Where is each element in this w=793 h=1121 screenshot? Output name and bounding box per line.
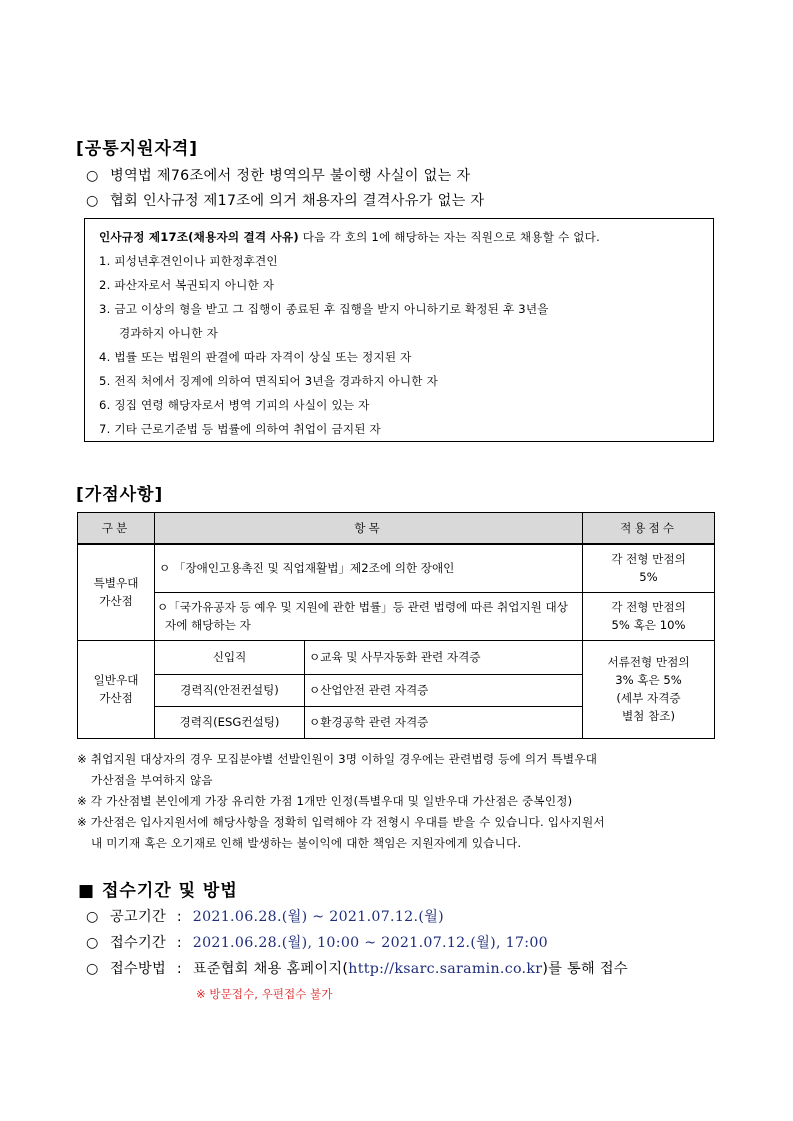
general-type: 경력직(안전컨설팅) <box>155 674 305 706</box>
special-item: ㅇ「국가유공자 등 예우 및 지원에 관한 법률」등 관련 법령에 따른 취업지원 대상자에 해당하는 자 <box>155 592 583 640</box>
general-item: ㅇ교육 및 사무자동화 관련 자격증 <box>305 640 583 674</box>
rule-lead-rest: 다음 각 호의 1에 해당하는 자는 직원으로 채용할 수 없다. <box>298 230 600 244</box>
bonus-note: ※ 가산점은 입사지원서에 해당사항을 정확히 입력해야 각 전형시 우대를 받을 수 있습니다. 입사지원서 <box>77 815 605 829</box>
rule-item: 2. 파산자로서 복권되지 아니한 자 <box>99 278 275 292</box>
circle-bullet-icon: ○ <box>86 909 99 925</box>
notice-period-value: 2021.06.28.(월) ~ 2021.07.12.(월) <box>192 909 444 925</box>
row-label: 공고기간 <box>110 909 167 925</box>
circle-bullet-icon: ○ <box>86 935 99 951</box>
table-row <box>78 592 715 640</box>
circle-bullet-icon: ○ <box>86 961 99 977</box>
general-type: 신입직 <box>155 640 305 674</box>
method-value-post: )를 통해 접수 <box>542 961 628 977</box>
header-item: 항목 <box>155 513 583 545</box>
rule-lead-bold: 인사규정 제17조(채용자의 결격 사유) <box>99 230 299 244</box>
special-bonus-label: 특별우대 가산점 <box>78 544 155 640</box>
application-row-notice-period <box>86 906 444 926</box>
header-score: 적용점수 <box>583 513 715 545</box>
rule-item: 6. 징집 연령 해당자로서 병역 기피의 사실이 있는 자 <box>99 398 370 412</box>
common-qualification-heading: [공통지원자격] <box>76 139 199 159</box>
general-bonus-label: 일반우대 가산점 <box>78 640 155 738</box>
bonus-note-continued: 내 미기재 혹은 오기재로 인해 발생하는 불이익에 대한 책임은 지원자에게 있습니다. <box>91 836 522 850</box>
common-qualification-item <box>86 190 484 210</box>
special-score: 각 전형 만점의 5% 혹은 10% <box>583 592 715 640</box>
circle-bullet-icon: ○ <box>86 193 99 209</box>
common-item-text: 병역법 제76조에서 정한 병역의무 불이행 사실이 없는 자 <box>110 168 471 184</box>
general-item: ㅇ환경공학 관련 자격증 <box>305 706 583 738</box>
disqualification-rule-box <box>84 218 714 442</box>
general-score: 서류전형 만점의 3% 혹은 5% (세부 자격증 별첨 참조) <box>583 640 715 738</box>
receipt-period-value: 2021.06.28.(월), 10:00 ~ 2021.07.12.(월), 17:00 <box>192 935 549 951</box>
bonus-table-header-row <box>78 513 715 545</box>
special-score: 각 전형 만점의 5% <box>583 544 715 592</box>
rule-item: 3. 금고 이상의 형을 받고 그 집행이 종료된 후 집행을 받지 아니하기로 확정된 후 3년을 <box>99 302 549 316</box>
circle-bullet-icon: ○ <box>86 168 99 184</box>
rule-item: 5. 전직 처에서 징계에 의하여 면직되어 3년을 경과하지 아니한 자 <box>99 374 438 388</box>
row-colon: : <box>176 935 182 951</box>
rule-item: 7. 기타 근로기준법 등 법률에 의하여 취업이 금지된 자 <box>99 422 381 436</box>
method-value-pre: 표준협회 채용 홈페이지( <box>192 961 349 977</box>
table-row <box>78 640 715 674</box>
application-row-method <box>86 958 628 978</box>
recruit-homepage-link[interactable]: http://ksarc.saramin.co.kr <box>348 961 543 977</box>
bonus-note: ※ 취업지원 대상자의 경우 모집분야별 선발인원이 3명 이하일 경우에는 관련법령 등에 의거 특별우대 <box>77 752 598 766</box>
general-type: 경력직(ESG컨설팅) <box>155 706 305 738</box>
rule-item: 4. 법률 또는 법원의 판결에 따라 자격이 상실 또는 정지된 자 <box>99 350 412 364</box>
row-colon: : <box>176 961 182 977</box>
bonus-note: ※ 각 가산점별 본인에게 가장 유리한 가점 1개만 인정(특별우대 및 일반우대 가산점은 중복인정) <box>77 794 573 808</box>
common-qualification-item <box>86 165 470 185</box>
rule-lead <box>99 229 600 245</box>
general-item: ㅇ산업안전 관련 자격증 <box>305 674 583 706</box>
table-row <box>78 544 715 592</box>
row-label: 접수기간 <box>110 935 167 951</box>
row-colon: : <box>176 909 182 925</box>
common-item-text: 협회 인사규정 제17조에 의거 채용자의 결격사유가 없는 자 <box>110 193 485 209</box>
rule-item-continued: 경과하지 아니한 자 <box>119 326 218 340</box>
row-label: 접수방법 <box>110 961 167 977</box>
header-category: 구분 <box>78 513 155 545</box>
application-heading: ■ 접수기간 및 방법 <box>78 881 238 901</box>
no-visit-mail-warning: ※ 방문접수, 우편접수 불가 <box>196 987 333 1001</box>
rule-item: 1. 피성년후견인이나 피한정후견인 <box>99 254 278 268</box>
bonus-note-continued: 가산점을 부여하지 않음 <box>91 773 213 787</box>
special-item: ㅇ 「장애인고용촉진 및 직업재활법」제2조에 의한 장애인 <box>155 544 583 592</box>
bonus-table <box>77 512 715 739</box>
bonus-heading: [가점사항] <box>76 485 164 505</box>
application-row-receipt-period <box>86 932 548 952</box>
